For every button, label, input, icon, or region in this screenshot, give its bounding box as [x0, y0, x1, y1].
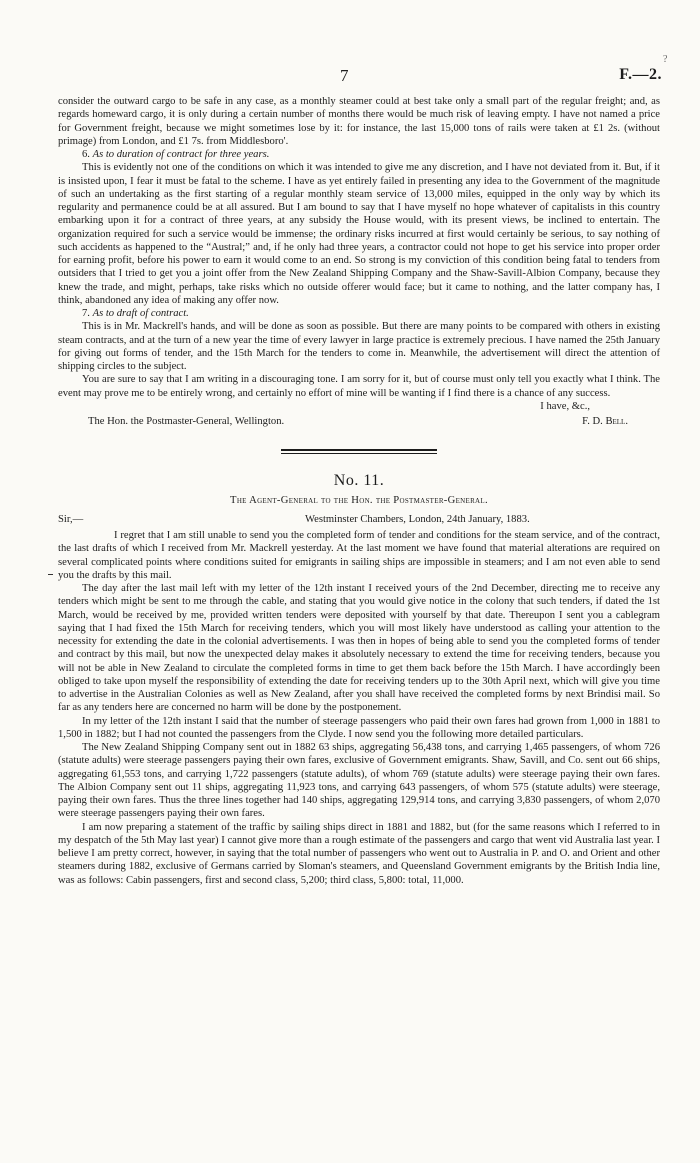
letter-closing: I have, &c.,	[540, 400, 590, 412]
letter-subtitle: The Agent-General to the Hon. the Postmaster-General.	[230, 495, 488, 506]
heading-text: As to draft of contract.	[92, 308, 189, 319]
paragraph: I regret that I am still unable to send you the completed form of tender and conditions for the steam service, and of the contract, the last drafts of which I received from Mr. Mackrell yesterday. At the last moment we have found that material alterations are required on several complicated points where conditions suited for emigrants in sailing ships are impossible in steamers; and I am not even able to send you the drafts by this mail.	[58, 530, 660, 581]
paragraph: The New Zealand Shipping Company sent out in 1882 63 ships, aggregating 56,438 tons, and carrying 1,465 passengers, of whom 726 (statute adults) were steerage passengers paying their own fares, exclusive of Government emigrants. Shaw, Savill, and Co. sent out 66 ships, aggregating 61,553 tons, and carrying 1,722 passengers (statute adults), of whom 769 (statute adults) were steerage paying their own fares. The Albion Company sent out 11 ships, aggregating 11,923 tons, and carrying 643 passengers, of whom 575 (statute adults) were steerage, paying their own fares. Thus the three lines together had 140 ships, aggregating 129,914 tons, and carrying 3,830 passengers, of whom 2,070 were steerage passengers paying their own fares.	[58, 742, 660, 820]
section-heading-7	[58, 307, 660, 320]
margin-dash	[48, 574, 53, 575]
paragraph: I am now preparing a statement of the traffic by sailing ships direct in 1881 and 1882, but (for the same reasons which I referred to in my despatch of the 5th May last year) I cannot give more than a rough estimate of the passengers and cargo that went vid Australia last year. I believe I am pretty correct, however, in saying that the total number of passengers who went out to Australia in P. and O. and Orient and other steamers during 1882, exclusive of Germans carried by Sloman's steamers, and Queensland Government emigrants by the British India line, was as follows: Cabin passengers, first and second class, 5,200; third class, 5,800: total, 11,000.	[58, 821, 660, 886]
letter-number-title: No. 11.	[333, 472, 385, 489]
heading-text: As to duration of contract for three years.	[92, 149, 270, 160]
paragraph-draft-contract: This is in Mr. Mackrell's hands, and will be done as soon as possible. But there are many points to be compared with others in existing steam contracts, and at the turn of a new year the time of every lawyer in large practice is extremely precious. I have named the 25th January for giving out forms of tender, and the 15th March for the tenders to come in. Meanwhile, the advertisement will direct the attention of shipping circles to the subject.	[58, 321, 660, 372]
salutation: Sir,—	[58, 514, 84, 525]
reference-text: F.—2.	[619, 66, 662, 83]
paragraph-discouraging: You are sure to say that I am writing in a discouraging tone. I am sorry for it, but of course must only tell you exactly what I think. The event may prove me to be entirely wrong, and certainly no effort of mine will be wanting if I find there is a chance of any success.	[58, 374, 660, 399]
paragraph: The day after the last mail left with my letter of the 12th instant I received yours of the 2nd December, directing me to receive any tenders which might be sent to me through the cable, and stating that you would give notice in the colony that such tenders, if dated the 1st March, would be received by me, provided written tenders were deposited with yourself by that date. Thereupon I sent you a cablegram saying that I had fixed the 15th March for receiving tenders, which you will most likely have understood as calling your attention to the necessity for extending the date in the colonial advertisements. I was then in hopes of being able to send you the completed forms of tender and contract by this mail, but now the unexpected delay makes it absolutely necessary to extend the time for receiving tenders, because you will not be able in New Zealand to circulate the completed forms in time to get them back before the 15th March. I have accordingly been obliged to take upon myself the responsibility of extending the date for receiving tenders up to the 30th April next, which will give you time to advertise in the Australian Colonies as well as New Zealand, after you shall have received the completed forms by next Brindisi mail. So far as any tenders here are concerned no harm will be done by the postponement.	[58, 583, 660, 714]
address-line	[58, 414, 660, 430]
document-reference	[619, 54, 668, 84]
paragraph-continued: consider the outward cargo to be safe in any case, as a monthly steamer could at best take only a small part of the regular freight; and, as regards homeward cargo, it is only during a certain number of months there would be much risk of leaving empty. I have not named a price for Government freight, because we might sometimes lose by it: for instance, the last 15,000 tons of rails were taken at £1 2s. (without primage) from London, and £1 7s. from Middlesboro'.	[58, 96, 660, 147]
section-heading-6	[58, 148, 660, 161]
page-header	[0, 54, 700, 85]
signature: F. D. Bell.	[582, 416, 628, 427]
section-divider	[281, 449, 437, 454]
paragraph: In my letter of the 12th instant I said that the number of steerage passengers who paid their own fares had grown from 1,000 in 1881 to 1,500 in 1882; but I had not counted the passengers from the Clyde. I now send you the following more detailed particulars.	[58, 715, 660, 740]
addressee: The Hon. the Postmaster-General, Wellington.	[88, 416, 285, 427]
salutation-line	[58, 511, 660, 527]
dateline: Westminster Chambers, London, 24th January, 1883.	[305, 514, 530, 525]
document-body	[58, 95, 660, 887]
heading-number: 6.	[82, 149, 90, 160]
page-number: 7	[340, 66, 349, 85]
margin-mark: ?	[663, 54, 668, 65]
heading-number: 7.	[82, 308, 90, 319]
paragraph-duration: This is evidently not one of the conditions on which it was intended to give me any discretion, and I have not deviated from it. But, if it is insisted upon, I fear it must be fatal to the scheme. I have as yet entirely failed in presenting any idea to the Government of the magnitude of such an undertaking as the first starting of a regular monthly steam service of 13,000 miles, equipped in the only way by which its regularity and permanence could be at all assured. But I am bound to say that I have myself no hope whatever of capitalists in this country embarking upon it for a contract of three years, at any subsidy the House would, with its present views, be inclined to entertain. The organization required for such a service would be immense; the ordinary risks incurred at first would certainly be serious, to say nothing of such accidents as happened to the “Austral;” and, if he only had three years, a contractor could not hope to get his service into proper order for earning profit, before his power to earn it would come to an end. So strong is my conviction of this condition being fatal to tenders from outsiders that I tried to get you a joint offer from the New Zealand Shipping Company and the Shaw-Savill-Albion Company, because they knew the trade, and might, perhaps, take risks which no outside offerer would face; but it came to nothing, and the latter company has, I think, abandoned any idea of making any offer now.	[58, 162, 660, 306]
